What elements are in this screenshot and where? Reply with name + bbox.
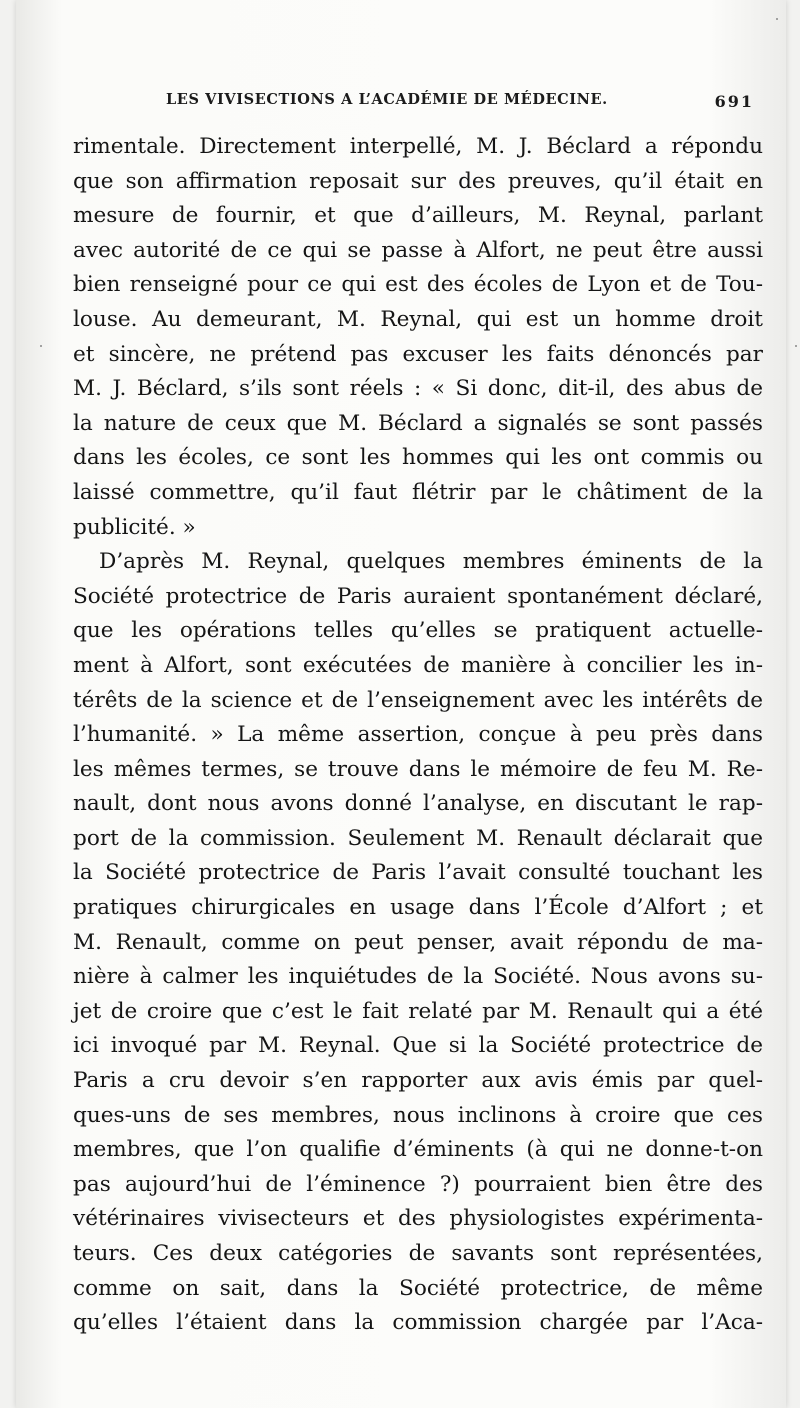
text-line: Paris a cru devoir s’en rapporter aux avis émis par quel-	[73, 1068, 763, 1094]
text-line: pas aujourd’hui de l’éminence ?) pourraient bien être des	[73, 1171, 763, 1197]
paper-speck	[776, 18, 778, 20]
text-line: vétérinaires vivisecteurs et des physiologistes expérimenta-	[73, 1206, 763, 1232]
text-line: comme on sait, dans la Société protectrice, de même	[73, 1275, 763, 1301]
text-line: laissé commettre, qu’il faut flétrir par le châtiment de la	[73, 479, 763, 505]
paper-speck	[795, 345, 797, 347]
text-line: jet de croire que c’est le fait relaté par M. Renault qui a été	[73, 998, 763, 1024]
text-line: ques-uns de ses membres, nous inclinons à croire que ces	[73, 1102, 763, 1128]
paper-speck	[40, 345, 42, 347]
text-line: teurs. Ces deux catégories de savants sont représentées,	[73, 1241, 763, 1266]
text-line: et sincère, ne prétend pas excuser les faits dénoncés par	[73, 341, 763, 367]
text-line: mesure de fournir, et que d’ailleurs, M. Reynal, parlant	[73, 203, 763, 229]
text-line: ment à Alfort, sont exécutées de manière à concilier les in-	[73, 652, 763, 678]
text-line: bien renseigné pour ce qui est des écoles de Lyon et de Tou-	[73, 272, 763, 298]
text-line: nault, dont nous avons donné l’analyse, en discutant le rap-	[73, 791, 763, 817]
text-line: les mêmes termes, se trouve dans le mémoire de feu M. Re-	[73, 756, 763, 782]
body-text	[73, 130, 763, 1341]
text-line: ici invoqué par M. Reynal. Que si la Société protectrice de	[73, 1033, 763, 1059]
text-line: port de la commission. Seulement M. Renault déclarait que	[73, 825, 763, 851]
text-line: la nature de ceux que M. Béclard a signalés se sont passés	[73, 410, 763, 436]
text-line: nière à calmer les inquiétudes de la Société. Nous avons su-	[73, 964, 763, 990]
text-line: M. Renault, comme on peut penser, avait répondu de ma-	[73, 929, 763, 955]
text-line: rimentale. Directement interpellé, M. J. Béclard a répondu	[73, 134, 763, 159]
text-line: avec autorité de ce qui se passe à Alfort, ne peut être aussi	[73, 237, 763, 263]
book-page	[16, 0, 786, 1408]
running-head: LES VIVISECTIONS A L’ACADÉMIE DE MÉDECINE.	[166, 91, 608, 108]
text-line: térêts de la science et de l’enseignement avec les intérêts de	[73, 687, 763, 713]
text-line: M. J. Béclard, s’ils sont réels : « Si donc, dit-il, des abus de	[73, 376, 763, 402]
text-line: Société protectrice de Paris auraient spontanément déclaré,	[73, 583, 763, 609]
text-line: la Société protectrice de Paris l’avait consulté touchant les	[73, 860, 763, 886]
text-line: que les opérations telles qu’elles se pratiquent actuelle-	[73, 618, 763, 644]
paragraph-first-line: D’après M. Reynal, quelques membres éminents de la	[99, 549, 763, 575]
text-line: que son affirmation reposait sur des preuves, qu’il était en	[73, 168, 763, 194]
text-line: pratiques chirurgicales en usage dans l’École d’Alfort ; et	[73, 895, 763, 921]
page-number: 691	[714, 92, 754, 111]
text-line: dans les écoles, ce sont les hommes qui les ont commis ou	[73, 445, 763, 471]
text-line: qu’elles l’étaient dans la commission chargée par l’Aca-	[73, 1310, 763, 1336]
text-line: publicité. »	[73, 514, 196, 540]
text-line: membres, que l’on qualifie d’éminents (à qui ne donne-t-on	[73, 1137, 763, 1163]
text-line: louse. Au demeurant, M. Reynal, qui est un homme droit	[73, 306, 763, 332]
text-line: l’humanité. » La même assertion, conçue à peu près dans	[73, 722, 763, 748]
page-header	[144, 89, 764, 117]
